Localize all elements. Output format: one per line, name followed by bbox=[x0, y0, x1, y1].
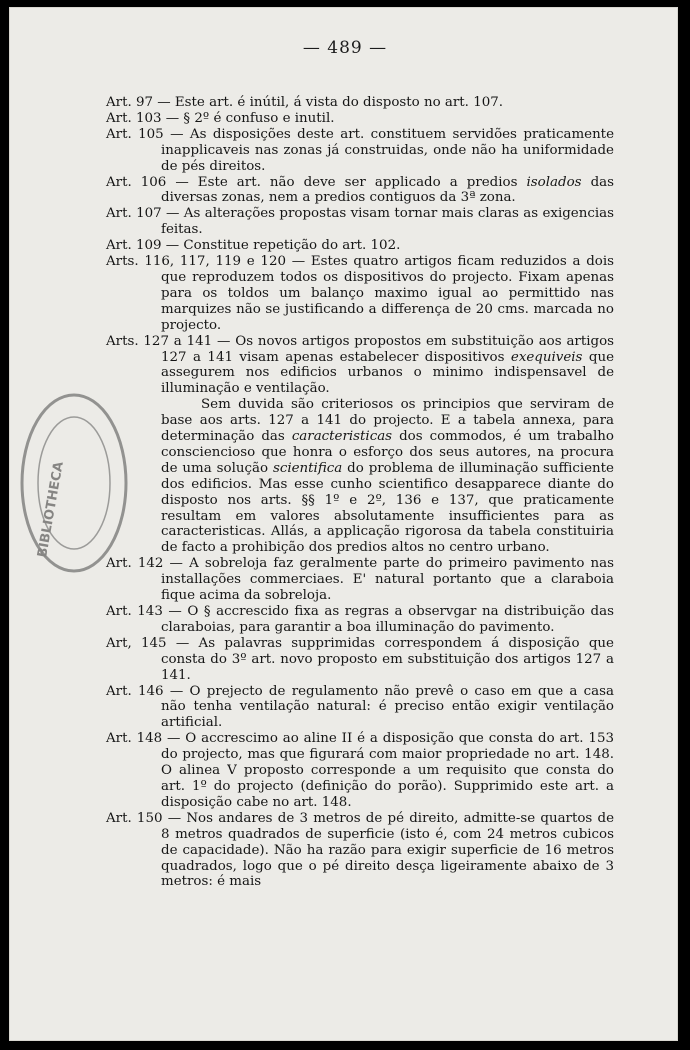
entry-art-97: Art. 97 — Este art. é inútil, á vista do disposto no art. 107. bbox=[106, 95, 504, 110]
entry-art-146: Art. 146 — O prejecto de regulamento não prevê o caso em que a casa não tenha ventilação natural: é preciso então exigir ventilação artificial. bbox=[106, 683, 614, 731]
entry-art-103: Art. 103 — § 2º é confuso e inutil. bbox=[106, 110, 335, 126]
entry-art-142: Art. 142 — A sobreloja faz geralmente parte do primeiro pavimento nas installações commerciaes. E' natural portanto que a claraboia fique acima da sobreloja. bbox=[106, 556, 614, 604]
commentary-paragraph: Sem duvida são criteriosos os principios que serviram de base aos arts. 127 a 141 do projecto. E a tabela annexa, para determinação das caracteristicas dos commodos, é um trabalho consciencioso que honra o esforço dos seus autores, na procura de uma solução scientifica do problema de illuminação sufficiente dos edificios. Mas esse cunho scientifico desapparece diante do disposto nos arts. §§ 1º e 2º, 136 e 137, que praticamente resultam em valores absolutamente insufficientes para as caracteristicas. Allás, a applicação rigorosa da tabela constituiria de facto a prohibição dos predios altos no centro urbano. bbox=[161, 397, 614, 556]
entry-art-145: Art, 145 — As palavras supprimidas correspondem á disposição que consta do 3º art. novo proposto em substituição dos artigos 127 a 141. bbox=[106, 635, 614, 683]
page-number: — 489 — bbox=[302, 38, 388, 58]
entry-art-143: Art. 143 — O § accrescido fixa as regras a observgar na distribuição das claraboias, para garantir a boa illuminação do pavimento. bbox=[106, 604, 614, 635]
entry-art-148: Art. 148 — O accrescimo ao aline II é a disposição que consta do art. 153 do projecto, mas que figurará com maior propriedade no art. 148. O alinea V proposto corresponde a um requisito que consta do art. 1º do projecto (definição do porão). Supprimido este art. a disposição cabe no art. 148. bbox=[106, 731, 614, 810]
entry-art-150: Art. 150 — Nos andares de 3 metros de pé direito, admitte-se quartos de 8 metros quadrados de superficie (isto é, com 24 metros cubicos de capacidade). Não ha razão para exigir superficie de 16 metros quadrados, logo que o pé direito desça ligeiramente abaixo de 3 metros: é mais bbox=[106, 810, 614, 890]
entry-art-109: Art. 109 — Constitue repetição do art. 102. bbox=[106, 238, 401, 254]
entry-arts-127-141: Arts. 127 a 141 — Os novos artigos propostos em substituição aos artigos 127 a 141 visam apenas estabelecer dispositivos exequiveis que assegurem nos edificios urbanos o minimo indispensavel de illuminação e ventilação. bbox=[106, 333, 614, 397]
entry-art-107: Art. 107 — As alterações propostas visam tornar mais claras as exigencias feitas. bbox=[106, 206, 614, 238]
article-commentary bbox=[106, 95, 614, 890]
entry-arts-116-120: Arts. 116, 117, 119 e 120 — Estes quatro artigos ficam reduzidos a dois que reproduzem todos os dispositivos do projecto. Fixam apenas para os toldos um balanço maximo igual ao permittido nas marquizes não se justificando a differença de 20 cms. marcada no projecto. bbox=[106, 254, 614, 333]
stamp-text: BIBLIOTHECA bbox=[35, 460, 67, 559]
entry-art-106: Art. 106 — Este art. não deve ser applicado a predios isolados das diversas zonas, nem a predios contiguos da 3ª zona. bbox=[106, 174, 614, 206]
entry-art-105: Art. 105 — As disposições deste art. constituem servidões praticamente inapplicaveis nas zonas já construidas, onde não ha uniformidade de pés direitos. bbox=[106, 126, 614, 174]
